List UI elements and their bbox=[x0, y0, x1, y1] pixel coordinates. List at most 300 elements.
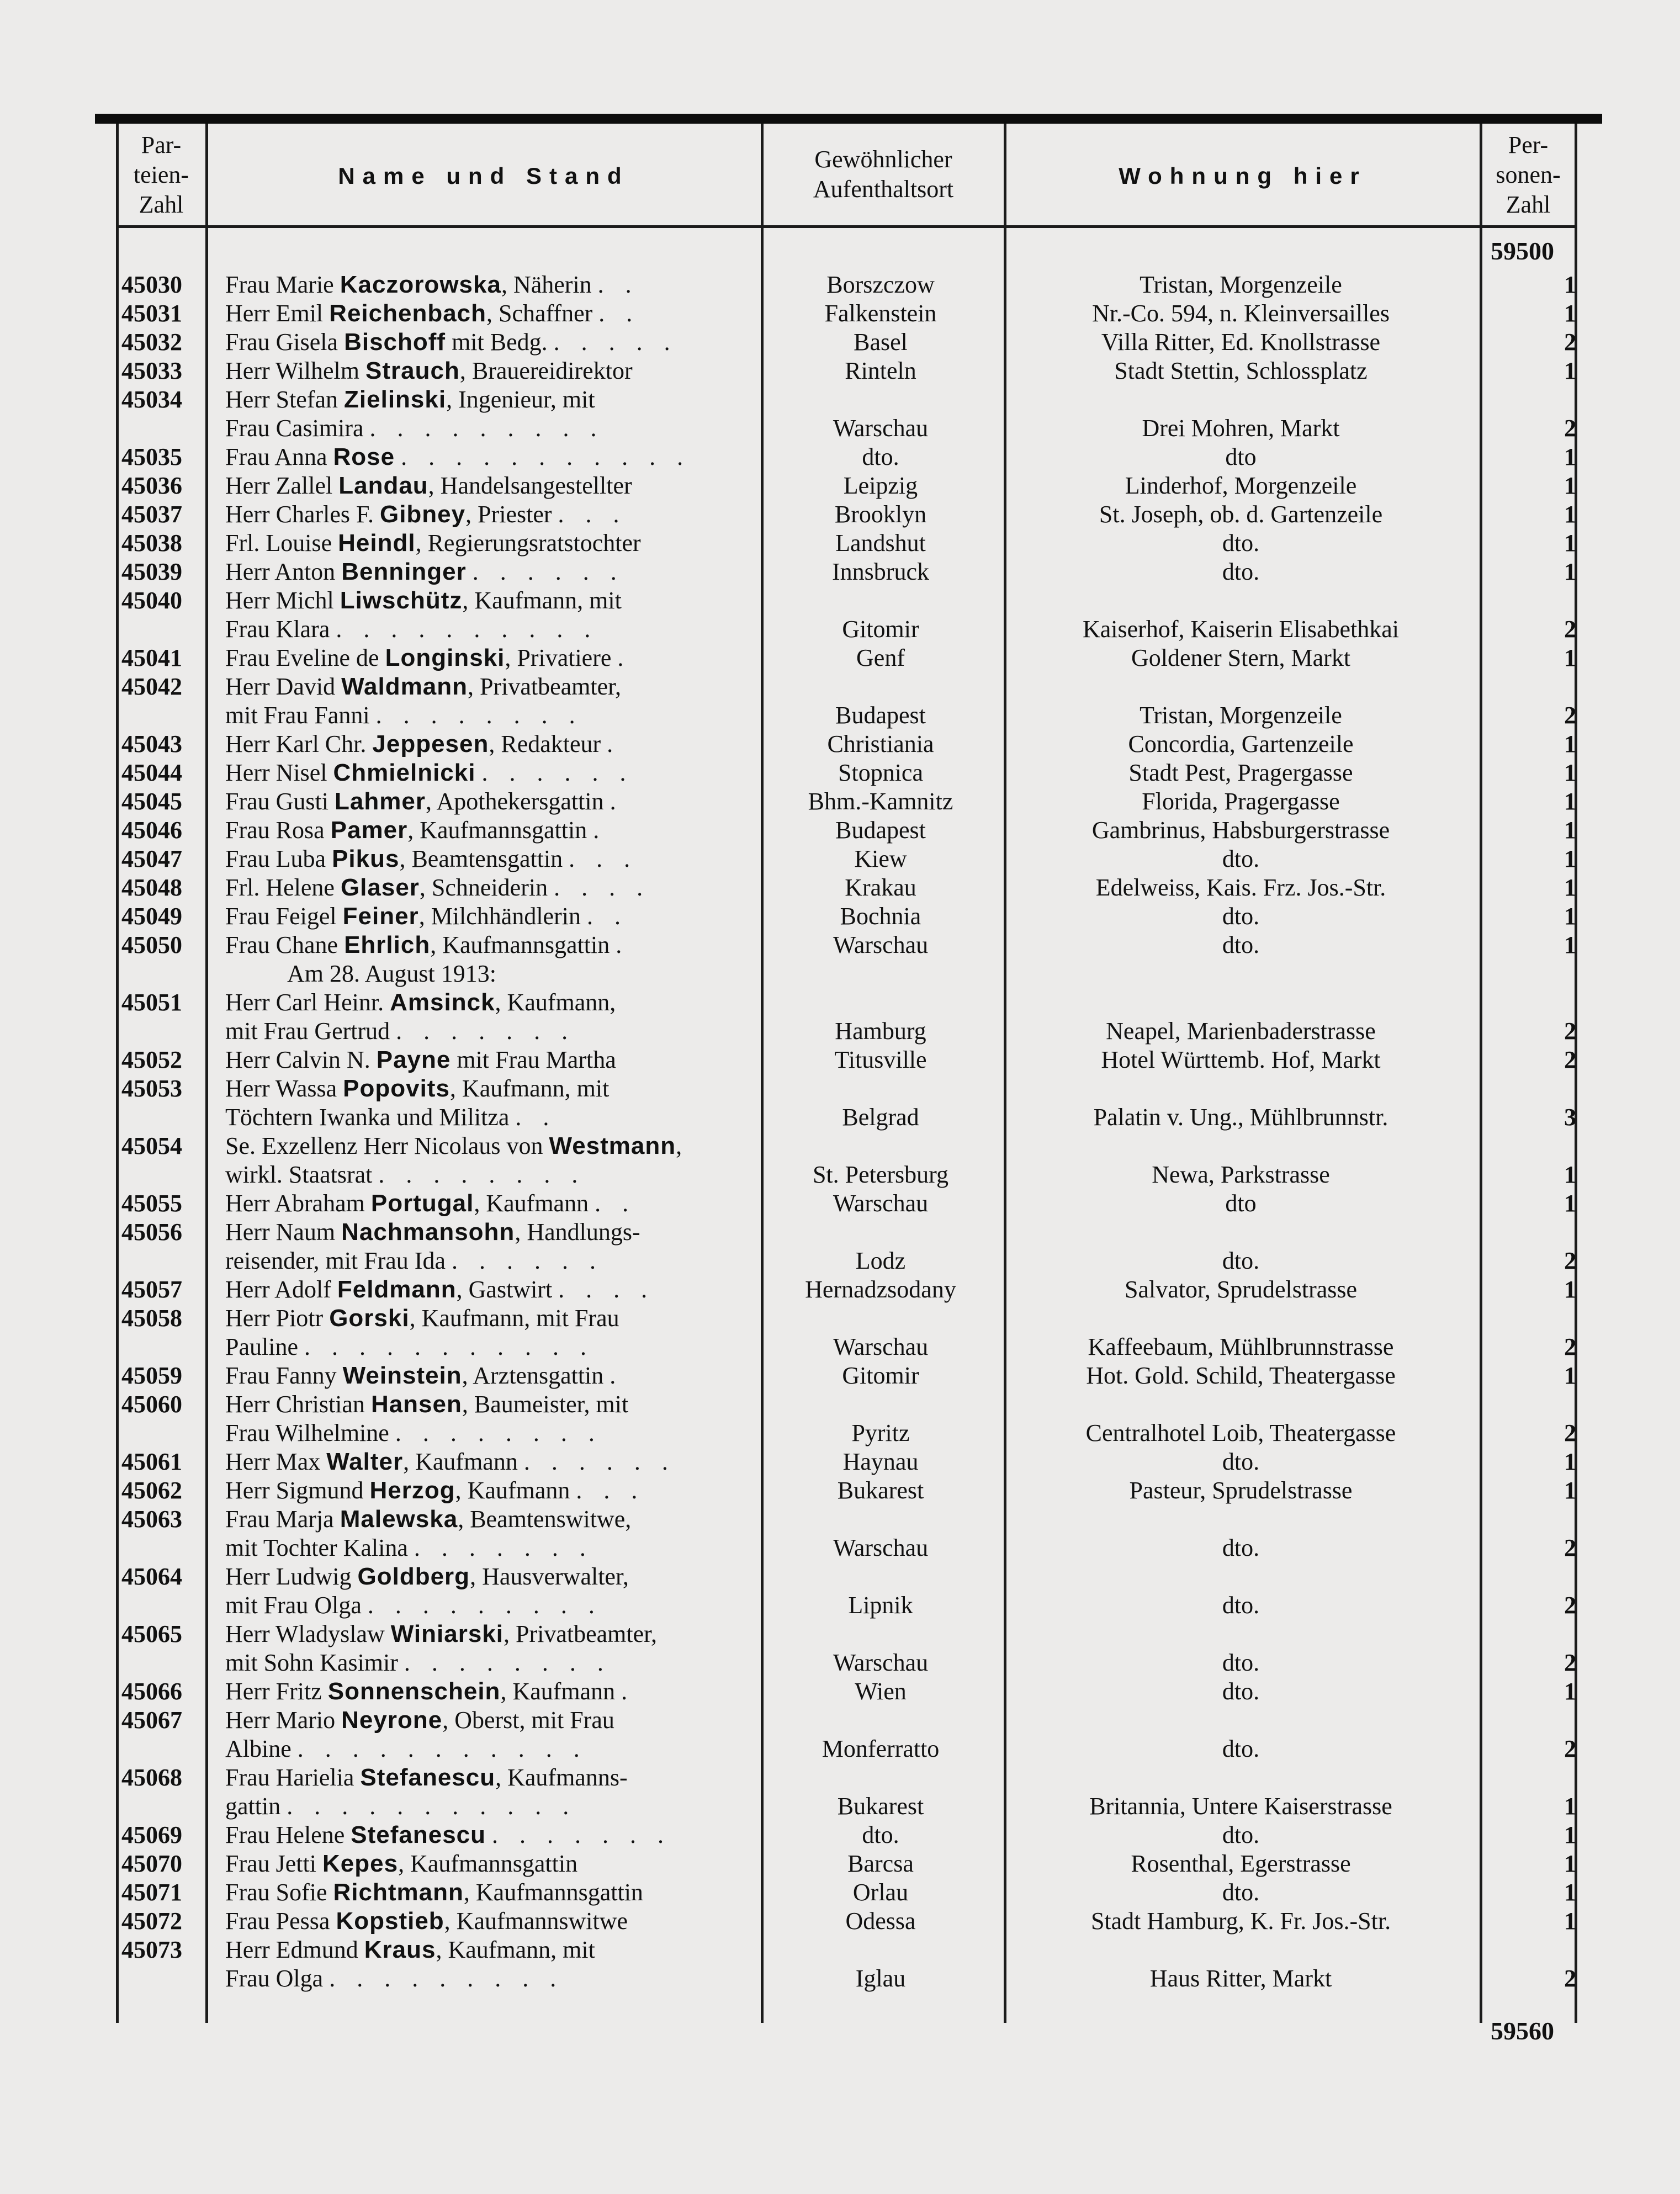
origin: Falkenstein bbox=[824, 300, 937, 327]
register-row bbox=[0, 1304, 1680, 1333]
register-row bbox=[0, 730, 1680, 759]
person-title: Frau Luba bbox=[225, 845, 326, 872]
register-row bbox=[0, 414, 1680, 443]
name-and-status bbox=[225, 1505, 631, 1534]
surname: Chmielnicki bbox=[333, 759, 476, 786]
person-title: Herr Adolf bbox=[225, 1276, 331, 1303]
name-and-status bbox=[225, 1706, 614, 1735]
origin: Gitomir bbox=[842, 616, 919, 643]
party-number: 45039 bbox=[121, 558, 182, 585]
leader-dots: . . . . . . . . bbox=[395, 1419, 602, 1446]
person-title: mit Frau Gertrud bbox=[225, 1017, 390, 1045]
surname: Gibney bbox=[379, 501, 466, 528]
person-title: Herr David bbox=[225, 673, 336, 700]
origin: Rinteln bbox=[845, 357, 916, 384]
surname: Pamer bbox=[330, 817, 408, 844]
register-row bbox=[0, 1534, 1680, 1562]
status: , Kaufmannsgattin bbox=[407, 817, 587, 844]
person-title: Frau Fanny bbox=[225, 1362, 337, 1389]
leader-dots: . . bbox=[586, 903, 628, 930]
persons: 2 bbox=[1564, 1735, 1576, 1762]
address: dto. bbox=[1222, 1879, 1260, 1906]
origin: Leipzig bbox=[843, 472, 918, 499]
origin: Warschau bbox=[833, 931, 929, 958]
surname: Herzog bbox=[369, 1477, 455, 1504]
status: , Ingenieur, mit bbox=[446, 386, 595, 413]
party-number: 45047 bbox=[121, 845, 182, 872]
address: dto. bbox=[1222, 1821, 1260, 1848]
surname: Feiner bbox=[342, 903, 419, 930]
person-title: mit Sohn Kasimir bbox=[225, 1649, 398, 1676]
surname: Amsinck bbox=[390, 989, 495, 1016]
surname: Hansen bbox=[370, 1391, 462, 1418]
address: Palatin v. Ung., Mühlbrunnstr. bbox=[1093, 1104, 1388, 1131]
leader-dots: . bbox=[621, 1678, 635, 1705]
party-number: 45042 bbox=[121, 673, 182, 700]
surname: Zielinski bbox=[344, 386, 447, 413]
address: dto. bbox=[1222, 1735, 1260, 1762]
person-title: mit Frau Olga bbox=[225, 1592, 362, 1619]
register-row bbox=[0, 988, 1680, 1017]
party-number: 45072 bbox=[121, 1907, 182, 1935]
party-number: 45055 bbox=[121, 1190, 182, 1217]
name-and-status bbox=[225, 759, 633, 787]
header-party-number: Par- teien- Zahl bbox=[133, 131, 189, 218]
name-and-status bbox=[225, 385, 595, 414]
name-and-status bbox=[225, 1677, 635, 1706]
surname: Walter bbox=[326, 1448, 404, 1475]
register-row bbox=[0, 1620, 1680, 1649]
name-and-status bbox=[225, 271, 639, 299]
register-row bbox=[0, 586, 1680, 615]
surname: Landau bbox=[338, 472, 428, 499]
person-title: Herr Carl Heinr. bbox=[225, 989, 384, 1016]
origin: Christiania bbox=[827, 730, 934, 757]
persons: 1 bbox=[1564, 1190, 1576, 1217]
persons: 2 bbox=[1564, 702, 1576, 729]
origin: Budapest bbox=[835, 817, 926, 844]
total-carried: 59500 bbox=[1491, 237, 1554, 265]
surname: Kaczorowska bbox=[340, 271, 501, 298]
address: dto. bbox=[1222, 558, 1260, 585]
surname: Payne bbox=[376, 1046, 451, 1073]
register-row bbox=[0, 1476, 1680, 1505]
name-and-status bbox=[225, 1821, 671, 1849]
origin: Monferratto bbox=[822, 1735, 940, 1762]
status: , Kaufmann, mit bbox=[449, 1075, 610, 1102]
name-and-status bbox=[225, 902, 628, 931]
origin: Borszczow bbox=[826, 271, 935, 298]
status: mit Frau Martha bbox=[451, 1046, 616, 1073]
leader-dots: . . bbox=[598, 300, 640, 327]
person-title: Frau Chane bbox=[225, 931, 338, 958]
persons: 1 bbox=[1564, 1448, 1576, 1475]
address: dto. bbox=[1222, 845, 1260, 872]
persons: 1 bbox=[1564, 443, 1576, 470]
persons: 1 bbox=[1564, 1821, 1576, 1848]
persons: 1 bbox=[1564, 1161, 1576, 1188]
surname: Kepes bbox=[322, 1850, 399, 1877]
persons: 1 bbox=[1564, 903, 1576, 930]
leader-dots: . . . . . . . . . . . bbox=[287, 1793, 577, 1820]
address: Kaffeebaum, Mühlbrunnstrasse bbox=[1088, 1333, 1394, 1360]
register-row bbox=[0, 615, 1680, 644]
party-number: 45069 bbox=[121, 1821, 182, 1848]
address: Stadt Pest, Pragergasse bbox=[1128, 759, 1353, 786]
origin: Warschau bbox=[833, 1534, 929, 1561]
person-title: Pauline bbox=[225, 1333, 298, 1360]
status: , Baumeister, mit bbox=[462, 1391, 629, 1418]
person-title: Herr Max bbox=[225, 1448, 321, 1475]
person-title: wirkl. Staatsrat bbox=[225, 1161, 373, 1188]
surname: Longinski bbox=[385, 644, 505, 671]
register-row bbox=[0, 931, 1680, 960]
surname: Kopstieb bbox=[336, 1907, 444, 1935]
name-and-status bbox=[225, 730, 621, 759]
origin: Titusville bbox=[834, 1046, 927, 1073]
address: dto. bbox=[1222, 1649, 1260, 1676]
surname: Waldmann bbox=[341, 673, 468, 700]
name-and-status bbox=[225, 529, 641, 558]
status: , Apothekersgattin bbox=[425, 788, 604, 815]
register-row bbox=[0, 1562, 1680, 1591]
status: , Kaufmann, bbox=[495, 989, 616, 1016]
address: dto. bbox=[1222, 931, 1260, 958]
leader-dots: . . bbox=[597, 271, 639, 298]
surname: Bischoff bbox=[344, 328, 446, 356]
section-heading bbox=[0, 960, 1680, 988]
name-and-status bbox=[225, 1620, 657, 1649]
status: , Privatiere bbox=[505, 644, 612, 671]
name-and-status bbox=[225, 586, 622, 615]
name-and-status bbox=[225, 414, 605, 443]
leader-dots: . . . bbox=[576, 1477, 645, 1504]
surname: Feldmann bbox=[337, 1276, 457, 1303]
address: Concordia, Gartenzeile bbox=[1128, 730, 1354, 757]
name-and-status bbox=[225, 1132, 682, 1160]
name-and-status bbox=[225, 1046, 616, 1074]
party-number: 45051 bbox=[121, 989, 182, 1016]
name-and-status bbox=[225, 1763, 628, 1792]
register-row bbox=[0, 1189, 1680, 1218]
persons: 1 bbox=[1564, 874, 1576, 901]
status: , Regierungsratstochter bbox=[415, 529, 641, 557]
leader-dots: . bbox=[617, 644, 632, 671]
person-title: Frau Feigel bbox=[225, 903, 337, 930]
leader-dots: . . . . . bbox=[553, 328, 678, 356]
name-and-status bbox=[225, 328, 678, 357]
status: , Handlungs- bbox=[515, 1218, 640, 1246]
party-number: 45064 bbox=[121, 1563, 182, 1590]
name-and-status bbox=[225, 558, 624, 586]
party-number: 45050 bbox=[121, 931, 182, 958]
address: dto. bbox=[1222, 1678, 1260, 1705]
address: Rosenthal, Egerstrasse bbox=[1131, 1850, 1351, 1877]
name-and-status bbox=[225, 701, 583, 730]
status: , bbox=[676, 1132, 682, 1159]
name-and-status bbox=[225, 1792, 576, 1821]
address: Drei Mohren, Markt bbox=[1142, 415, 1340, 442]
persons: 1 bbox=[1564, 1678, 1576, 1705]
status: , Milchhändlerin bbox=[418, 903, 581, 930]
address: Gambrinus, Habsburgerstrasse bbox=[1091, 817, 1390, 844]
surname: Stefanescu bbox=[351, 1821, 486, 1848]
surname: Malewska bbox=[340, 1506, 458, 1533]
name-and-status bbox=[225, 1189, 636, 1218]
status: , Kaufmannsgattin bbox=[430, 931, 610, 958]
person-title: Herr Fritz bbox=[225, 1678, 322, 1705]
persons: 2 bbox=[1564, 1649, 1576, 1676]
register-row bbox=[0, 1361, 1680, 1390]
status: , Gastwirt bbox=[456, 1276, 553, 1303]
person-title: Herr Calvin N. bbox=[225, 1046, 370, 1073]
person-title: mit Tochter Kalina bbox=[225, 1534, 408, 1561]
persons: 1 bbox=[1564, 300, 1576, 327]
status: , Näherin bbox=[501, 271, 592, 298]
origin: Krakau bbox=[845, 874, 916, 901]
persons: 1 bbox=[1564, 817, 1576, 844]
name-and-status bbox=[225, 500, 627, 529]
party-number: 45062 bbox=[121, 1477, 182, 1504]
party-number: 45049 bbox=[121, 903, 182, 930]
surname: Popovits bbox=[343, 1075, 450, 1102]
party-number: 45034 bbox=[121, 386, 182, 413]
register-row bbox=[0, 385, 1680, 414]
party-number: 45032 bbox=[121, 328, 182, 356]
name-and-status bbox=[225, 1160, 585, 1189]
name-and-status bbox=[225, 1333, 594, 1361]
person-title: Töchtern Iwanka und Militza bbox=[225, 1104, 510, 1131]
status: , Kaufmanns- bbox=[495, 1764, 628, 1791]
person-title: Herr Christian bbox=[225, 1391, 365, 1418]
register-row bbox=[0, 1390, 1680, 1419]
status: , Hausverwalter, bbox=[470, 1563, 629, 1590]
name-and-status bbox=[225, 1649, 611, 1677]
origin: Warschau bbox=[833, 1649, 929, 1676]
register-row bbox=[0, 299, 1680, 328]
register-row bbox=[0, 759, 1680, 787]
register-row bbox=[0, 1046, 1680, 1074]
name-and-status bbox=[225, 988, 616, 1017]
address: Villa Ritter, Ed. Knollstrasse bbox=[1101, 328, 1381, 356]
leader-dots: . . . . . . . bbox=[414, 1534, 593, 1561]
person-title: Frau Eveline de bbox=[225, 644, 379, 671]
register-row bbox=[0, 1964, 1680, 1993]
person-title: Herr Abraham bbox=[225, 1190, 365, 1217]
name-and-status bbox=[225, 644, 631, 672]
name-and-status bbox=[225, 1562, 629, 1591]
address: Pasteur, Sprudelstrasse bbox=[1129, 1477, 1353, 1504]
register-row bbox=[0, 558, 1680, 586]
persons: 1 bbox=[1564, 1477, 1576, 1504]
name-and-status bbox=[225, 1275, 655, 1304]
persons: 2 bbox=[1564, 616, 1576, 643]
name-and-status bbox=[225, 1964, 564, 1993]
total-final: 59560 bbox=[1491, 2017, 1554, 2045]
party-number: 45061 bbox=[121, 1448, 182, 1475]
leader-dots: . bbox=[607, 730, 621, 757]
surname: Glaser bbox=[340, 874, 420, 901]
register-row bbox=[0, 328, 1680, 357]
register-row bbox=[0, 1419, 1680, 1448]
person-title: Herr Wassa bbox=[225, 1075, 337, 1102]
register-row bbox=[0, 500, 1680, 529]
status: , Beamtensgattin bbox=[399, 845, 563, 872]
origin: Iglau bbox=[855, 1965, 906, 1992]
leader-dots: . . . . . . bbox=[481, 759, 634, 786]
address: Stadt Stettin, Schlossplatz bbox=[1114, 357, 1368, 384]
status: , Privatbeamter, bbox=[467, 673, 621, 700]
party-number: 45060 bbox=[121, 1391, 182, 1418]
origin: Bukarest bbox=[837, 1793, 924, 1820]
origin: Bochnia bbox=[840, 903, 921, 930]
person-title: Frau Marja bbox=[225, 1506, 334, 1533]
leader-dots: . . . . . . . . . . bbox=[336, 616, 598, 643]
origin: Brooklyn bbox=[834, 501, 927, 528]
origin: Hernadzsodany bbox=[805, 1276, 956, 1303]
person-title: Se. Exzellenz Herr Nicolaus von bbox=[225, 1132, 543, 1159]
status: , Kaufmann bbox=[403, 1448, 518, 1475]
name-and-status bbox=[225, 299, 640, 328]
name-and-status bbox=[225, 1591, 602, 1620]
register-row bbox=[0, 1735, 1680, 1763]
address: Neapel, Marienbaderstrasse bbox=[1106, 1017, 1376, 1045]
address: Kaiserhof, Kaiserin Elisabethkai bbox=[1082, 616, 1400, 643]
persons: 1 bbox=[1564, 644, 1576, 671]
origin: Kiew bbox=[854, 845, 907, 872]
name-and-status bbox=[225, 1448, 676, 1476]
status: , Kaufmannsgattin bbox=[398, 1850, 578, 1877]
person-title: Frau Pessa bbox=[225, 1907, 330, 1935]
person-title: Albine bbox=[225, 1735, 292, 1762]
register-row bbox=[0, 816, 1680, 845]
register-row bbox=[0, 271, 1680, 299]
origin: Warschau bbox=[833, 1333, 929, 1360]
name-and-status bbox=[225, 845, 638, 873]
persons: 1 bbox=[1564, 1850, 1576, 1877]
person-title: Herr Charles F. bbox=[225, 501, 374, 528]
origin: Stopnica bbox=[838, 759, 923, 786]
register-row bbox=[0, 1649, 1680, 1677]
surname: Portugal bbox=[370, 1190, 474, 1217]
person-title: reisender, mit Frau Ida bbox=[225, 1247, 446, 1274]
status: , Privatbeamter, bbox=[503, 1620, 658, 1647]
party-number: 45043 bbox=[121, 730, 182, 757]
person-title: Frau Anna bbox=[225, 443, 327, 470]
person-title: Frau Harielia bbox=[225, 1764, 354, 1791]
person-title: Herr Stefan bbox=[225, 386, 338, 413]
surname: Stefanescu bbox=[360, 1764, 496, 1791]
name-and-status bbox=[225, 443, 691, 471]
name-and-status bbox=[225, 1534, 593, 1562]
surname: Rose bbox=[333, 443, 395, 470]
person-title: Frau Klara bbox=[225, 616, 330, 643]
persons: 1 bbox=[1564, 730, 1576, 757]
person-title: Herr Zallel bbox=[225, 472, 333, 499]
leader-dots: . . . . . . bbox=[452, 1247, 603, 1274]
leader-dots: . . . . . . . bbox=[492, 1821, 672, 1848]
header-rule bbox=[116, 225, 1577, 228]
surname: Strauch bbox=[365, 357, 460, 384]
register-row bbox=[0, 1505, 1680, 1534]
address: Hotel Württemb. Hof, Markt bbox=[1101, 1046, 1381, 1073]
name-and-status bbox=[225, 1017, 575, 1046]
origin: Bhm.-Kamnitz bbox=[808, 788, 953, 815]
address: dto. bbox=[1222, 903, 1260, 930]
address: Britannia, Untere Kaiserstrasse bbox=[1089, 1793, 1392, 1820]
person-title: Herr Wilhelm bbox=[225, 357, 360, 384]
party-number: 45056 bbox=[121, 1218, 182, 1246]
surname: Weinstein bbox=[342, 1362, 462, 1389]
person-title: Frau Marie bbox=[225, 271, 334, 298]
name-and-status bbox=[225, 873, 650, 902]
party-number: 45038 bbox=[121, 529, 182, 557]
address: dto. bbox=[1222, 1534, 1260, 1561]
persons: 2 bbox=[1564, 1333, 1576, 1360]
leader-dots: . . . . . . . . . . . bbox=[297, 1735, 587, 1762]
address: Salvator, Sprudelstrasse bbox=[1124, 1276, 1358, 1303]
surname: Neyrone bbox=[341, 1707, 443, 1734]
register-row bbox=[0, 902, 1680, 931]
party-number: 45044 bbox=[121, 759, 182, 786]
persons: 1 bbox=[1564, 271, 1576, 298]
person-title: Frl. Louise bbox=[225, 529, 332, 557]
persons: 1 bbox=[1564, 357, 1576, 384]
address: Nr.-Co. 594, n. Kleinversailles bbox=[1092, 300, 1390, 327]
header-origin: Gewöhnlicher Aufenthaltsort bbox=[813, 146, 954, 203]
leader-dots: . . bbox=[515, 1104, 557, 1131]
persons: 1 bbox=[1564, 931, 1576, 958]
address: dto. bbox=[1222, 1247, 1260, 1274]
surname: Benninger bbox=[341, 558, 467, 585]
origin: Lipnik bbox=[848, 1592, 913, 1619]
leader-dots: . . . . . . . . bbox=[378, 1161, 586, 1188]
surname: Pikus bbox=[332, 845, 400, 872]
name-and-status bbox=[225, 1936, 595, 1964]
address: Linderhof, Morgenzeile bbox=[1125, 472, 1357, 499]
leader-dots: . . . . . . . . . bbox=[367, 1592, 602, 1619]
persons: 1 bbox=[1564, 1907, 1576, 1935]
party-number: 45052 bbox=[121, 1046, 182, 1073]
name-and-status bbox=[225, 1735, 587, 1763]
persons: 2 bbox=[1564, 1419, 1576, 1446]
register-row bbox=[0, 1878, 1680, 1907]
status: , Kaufmann, mit bbox=[436, 1936, 595, 1963]
person-title: Frau Wilhelmine bbox=[225, 1419, 389, 1446]
address: Tristan, Morgenzeile bbox=[1140, 271, 1342, 298]
register-row bbox=[0, 787, 1680, 816]
name-and-status bbox=[225, 1218, 640, 1247]
leader-dots: . . . . . . bbox=[523, 1448, 676, 1475]
person-title: Frau Gusti bbox=[225, 788, 328, 815]
origin: Bukarest bbox=[837, 1477, 924, 1504]
origin: Landshut bbox=[835, 529, 926, 557]
origin: Genf bbox=[856, 644, 905, 671]
origin: Warschau bbox=[833, 1190, 929, 1217]
status: , Oberst, mit Frau bbox=[442, 1707, 614, 1734]
surname: Gorski bbox=[329, 1305, 410, 1332]
surname: Ehrlich bbox=[344, 931, 431, 958]
origin: St. Petersburg bbox=[812, 1161, 949, 1188]
leader-dots: . . . . . . . . . bbox=[329, 1965, 564, 1992]
leader-dots: . . . . . . . . . . . bbox=[401, 443, 691, 470]
address: Florida, Pragergasse bbox=[1142, 788, 1340, 815]
party-number: 45036 bbox=[121, 472, 182, 499]
persons: 1 bbox=[1564, 529, 1576, 557]
leader-dots: . . . . . . . . . . . bbox=[304, 1333, 594, 1360]
party-number: 45041 bbox=[121, 644, 182, 671]
header-name: Name und Stand bbox=[338, 163, 629, 189]
